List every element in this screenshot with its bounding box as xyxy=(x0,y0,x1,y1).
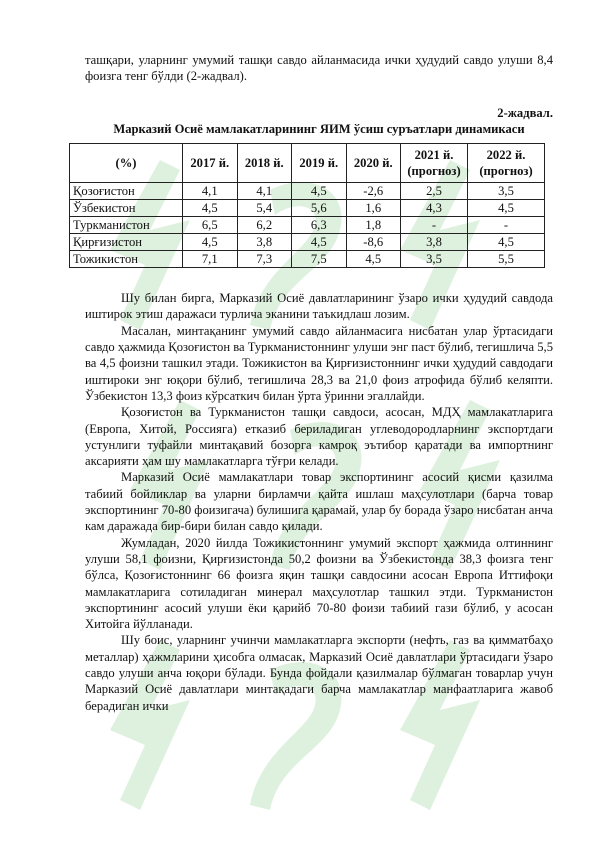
table-cell: 3,5 xyxy=(468,183,545,200)
table-row xyxy=(70,234,545,251)
table-cell: 4,3 xyxy=(401,200,468,217)
table-row xyxy=(70,251,545,268)
table-cell: Тожикистон xyxy=(70,251,183,268)
table-cell: 7,5 xyxy=(292,251,347,268)
table-cell: -2,6 xyxy=(346,183,401,200)
table-header-cell: 2020 й. xyxy=(346,144,401,183)
table-cell: 4,5 xyxy=(468,234,545,251)
table-header-cell: 2018 й. xyxy=(237,144,292,183)
body-paragraph: Қозоғистон ва Туркманистон ташқи савдоси, асосан, МДҲ мамлакатларига (Европа, Хитой, Россияга) етказиб бериладиган углеводородларнинг экспортдаги устунлиги туфайли минтақавий бозорга камроқ эътибор қаратади ва импортнинг аксарияти ҳам шу мамлакатларга тўғри келади. xyxy=(85,405,553,469)
table-cell: 2,5 xyxy=(401,183,468,200)
table-cell: Қозоғистон xyxy=(70,183,183,200)
table-cell: 4,5 xyxy=(468,200,545,217)
body-paragraph: Жумладан, 2020 йилда Тожикистоннинг умумий экспорт ҳажмида олтиннинг улуши 58,1 фоизни, Қирғизистонда 50,2 фоизни ва Ўзбекистонда 38,3 фоизга тенг бўлса, Қозоғистоннинг 66 фоизга яқин ташқи савдосини асосан Европа Иттифоқи мамлакатларига сотиладиган минерал маҳсулотлар ташкил этди. Туркманистон экспортининг асосий улуши ёки қарийб 70-80 фоизи табиий гази бўлиб, у асосан Хитойга йўлланади. xyxy=(85,535,553,632)
table-cell: - xyxy=(468,217,545,234)
table-row xyxy=(70,200,545,217)
table-cell: 6,3 xyxy=(292,217,347,234)
body-paragraph: Марказий Осиё мамлакатлари товар экспортининг асосий қисми қазилма табиий бойликлар ва уларни бирламчи қайта ишлаш маҳсулотлари (барча товар экспортининг 70-80 фоизигача) булишига қарамай, улар бу борада ўзаро нисбатан анча кам даражада бир-бири билан савдо қилади. xyxy=(85,470,553,534)
table-cell: 3,8 xyxy=(401,234,468,251)
table-title: Марказий Осиё мамлакатларининг ЯИМ ўсиш суръатлари динамикаси xyxy=(113,121,525,136)
intro-paragraph: ташқари, уларнинг умумий ташқи савдо айланмасида ички ҳудудий савдо улуши 8,4 фоизга тенг бўлди (2-жадвал). xyxy=(85,53,553,84)
document-page xyxy=(73,52,553,714)
table-cell: 1,6 xyxy=(346,200,401,217)
table-cell: 6,2 xyxy=(237,217,292,234)
table-cell: 4,5 xyxy=(292,183,347,200)
table-cell: 3,5 xyxy=(401,251,468,268)
table-header-cell: 2022 й. (прогноз) xyxy=(468,144,545,183)
table-cell: 7,1 xyxy=(183,251,238,268)
table-header-cell: 2021 й. (прогноз) xyxy=(401,144,468,183)
table-cell: 6,5 xyxy=(183,217,238,234)
table-cell: -8,6 xyxy=(346,234,401,251)
body-paragraph: Шу боис, уларнинг учинчи мамлакатларга экспорти (нефть, газ ва қимматбаҳо металлар) ҳажмларини ҳисобга олмасак, Марказий Осиё давлатлари ўртасидаги ўзаро савдо улуши анча юқори бўлади. Бунда фойдали қазилмалар бўлмаган товарлар учун Марказий Осиё давлатлари минтақадаги барча мамлакатлар манфаатларига жавоб берадиган ички xyxy=(85,633,553,713)
table-cell: 5,6 xyxy=(292,200,347,217)
table-header-cell: 2019 й. xyxy=(292,144,347,183)
table-cell: Қирғизистон xyxy=(70,234,183,251)
gdp-growth-table xyxy=(69,143,545,268)
table-cell: - xyxy=(401,217,468,234)
table-number: 2-жадвал. xyxy=(497,105,553,120)
table-row xyxy=(70,183,545,200)
table-cell: Туркманистон xyxy=(70,217,183,234)
body-paragraph: Масалан, минтақанинг умумий савдо айланмасига нисбатан улар ўртасидаги савдо ҳажмида Қозоғистон ва Туркманистоннинг улуши энг паст бўлиб, тегишлича 5,5 ва 4,5 фоизни ташкил этади. Тожикистон ва Қирғизистоннинг ички ҳудудий савдодаги иштироки энг юқори бўлиб, тегишлича 28,3 ва 21,0 фоиз атрофида бўлиб келяпти. Ўзбекистон 13,3 фоиз кўрсаткич билан ўрта ўринни эгаллайди. xyxy=(85,323,553,403)
table-cell: Ўзбекистон xyxy=(70,200,183,217)
table-cell: 7,3 xyxy=(237,251,292,268)
table-row xyxy=(70,217,545,234)
table-cell: 5,4 xyxy=(237,200,292,217)
table-header-cell: 2017 й. xyxy=(183,144,238,183)
table-header-cell: (%) xyxy=(70,144,183,183)
table-header-row xyxy=(70,144,545,183)
table-cell: 3,8 xyxy=(237,234,292,251)
table-cell: 4,1 xyxy=(237,183,292,200)
table-cell: 4,5 xyxy=(346,251,401,268)
table-cell: 4,5 xyxy=(183,200,238,217)
body-paragraph: Шу билан бирга, Марказий Осиё давлатларининг ўзаро ички ҳудудий савдода иштирок этиш даражаси турлича эканини таъкидлаш лозим. xyxy=(85,291,553,322)
table-cell: 5,5 xyxy=(468,251,545,268)
table-cell: 4,5 xyxy=(292,234,347,251)
table-cell: 4,1 xyxy=(183,183,238,200)
table-cell: 1,8 xyxy=(346,217,401,234)
table-cell: 4,5 xyxy=(183,234,238,251)
